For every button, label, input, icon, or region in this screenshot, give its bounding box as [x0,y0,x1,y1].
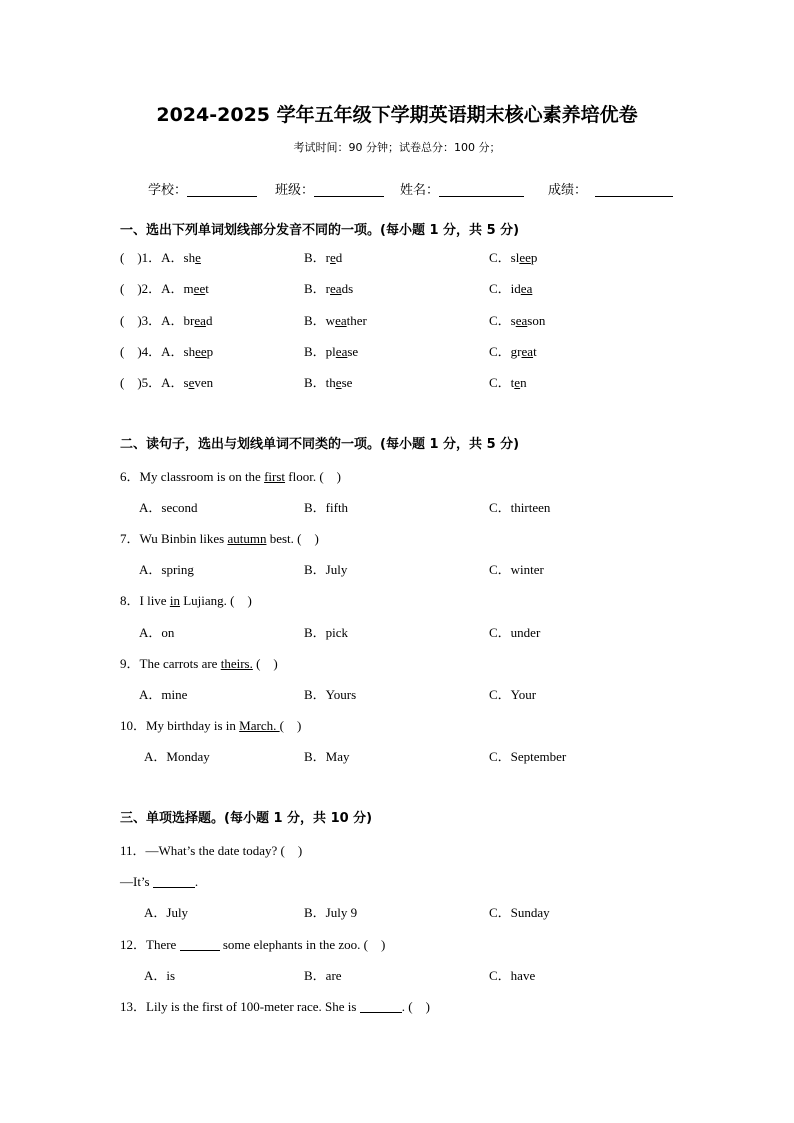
option-c: C．under [489,625,541,640]
question-11-answer-line: —It’s . [120,874,199,889]
section3-heading: 三、单项选择题。(每小题 1 分，共 10 分) [120,811,373,826]
exam-subtitle: 考试时间：90 分钟；试卷总分：100 分； [293,141,501,154]
option-a: A．second [139,500,198,515]
question-9-text: 9．The carrots are theirs. ( ) [120,656,278,671]
option-a: ( )3．A．bread [120,313,213,328]
question-10-text: 10．My birthday is in March. ( ) [120,718,302,733]
option-a: ( )2．A．meet [120,281,209,296]
page-title: 2024-2025 学年五年级下学期英语期末核心素养培优卷 [156,104,638,126]
option-c: C．ten [489,375,527,390]
option-b: B．weather [304,313,367,328]
question-6-text: 6．My classroom is on the first floor. ( ) [120,469,341,484]
option-c: C．have [489,968,536,983]
question-8-text: 8．I live in Lujiang. ( ) [120,593,252,608]
question-11-text: 11．—What’s the date today? ( ) [120,843,303,858]
question-12-text: 12．There some elephants in the zoo. ( ) [120,937,386,952]
option-c: C．season [489,313,546,328]
option-c: C．winter [489,562,544,577]
option-a: A．spring [139,562,194,577]
name-field: 姓名： [400,183,524,197]
question-7-text: 7．Wu Binbin likes autumn best. ( ) [120,531,319,546]
option-c: C．great [489,344,537,359]
option-b: B．July [304,562,348,577]
option-b: B．are [304,968,342,983]
option-b: B．July 9 [304,905,358,920]
option-b: B．red [304,250,343,265]
option-a: A．on [139,625,175,640]
option-b: B．these [304,375,353,390]
option-a: ( )1．A．she [120,250,201,265]
section2-heading: 二、读句子，选出与划线单词不同类的一项。(每小题 1 分，共 5 分) [120,437,520,452]
option-a: ( )4．A．sheep [120,344,214,359]
class-field: 班级： [275,183,384,197]
school-field: 学校： [148,183,257,197]
score-field: 成绩： [548,183,673,197]
option-b: B．pick [304,625,349,640]
section1-heading: 一、选出下列单词划线部分发音不同的一项。(每小题 1 分，共 5 分) [120,223,520,238]
option-b: B．please [304,344,359,359]
option-a: A．Monday [144,749,210,764]
option-c: C．Your [489,687,537,702]
option-c: C．sleep [489,250,538,265]
option-a: A．mine [139,687,188,702]
option-c: C．idea [489,281,533,296]
option-a: A．is [144,968,176,983]
option-c: C．September [489,749,567,764]
option-b: B．fifth [304,500,349,515]
option-c: C．Sunday [489,905,550,920]
option-c: C．thirteen [489,500,551,515]
question-13-text: 13．Lily is the first of 100-meter race. She is . ( ) [120,999,430,1014]
option-a: A．July [144,905,189,920]
option-b: B．Yours [304,687,357,702]
option-b: B．reads [304,281,354,296]
option-a: ( )5．A．seven [120,375,214,390]
option-b: B．May [304,749,350,764]
